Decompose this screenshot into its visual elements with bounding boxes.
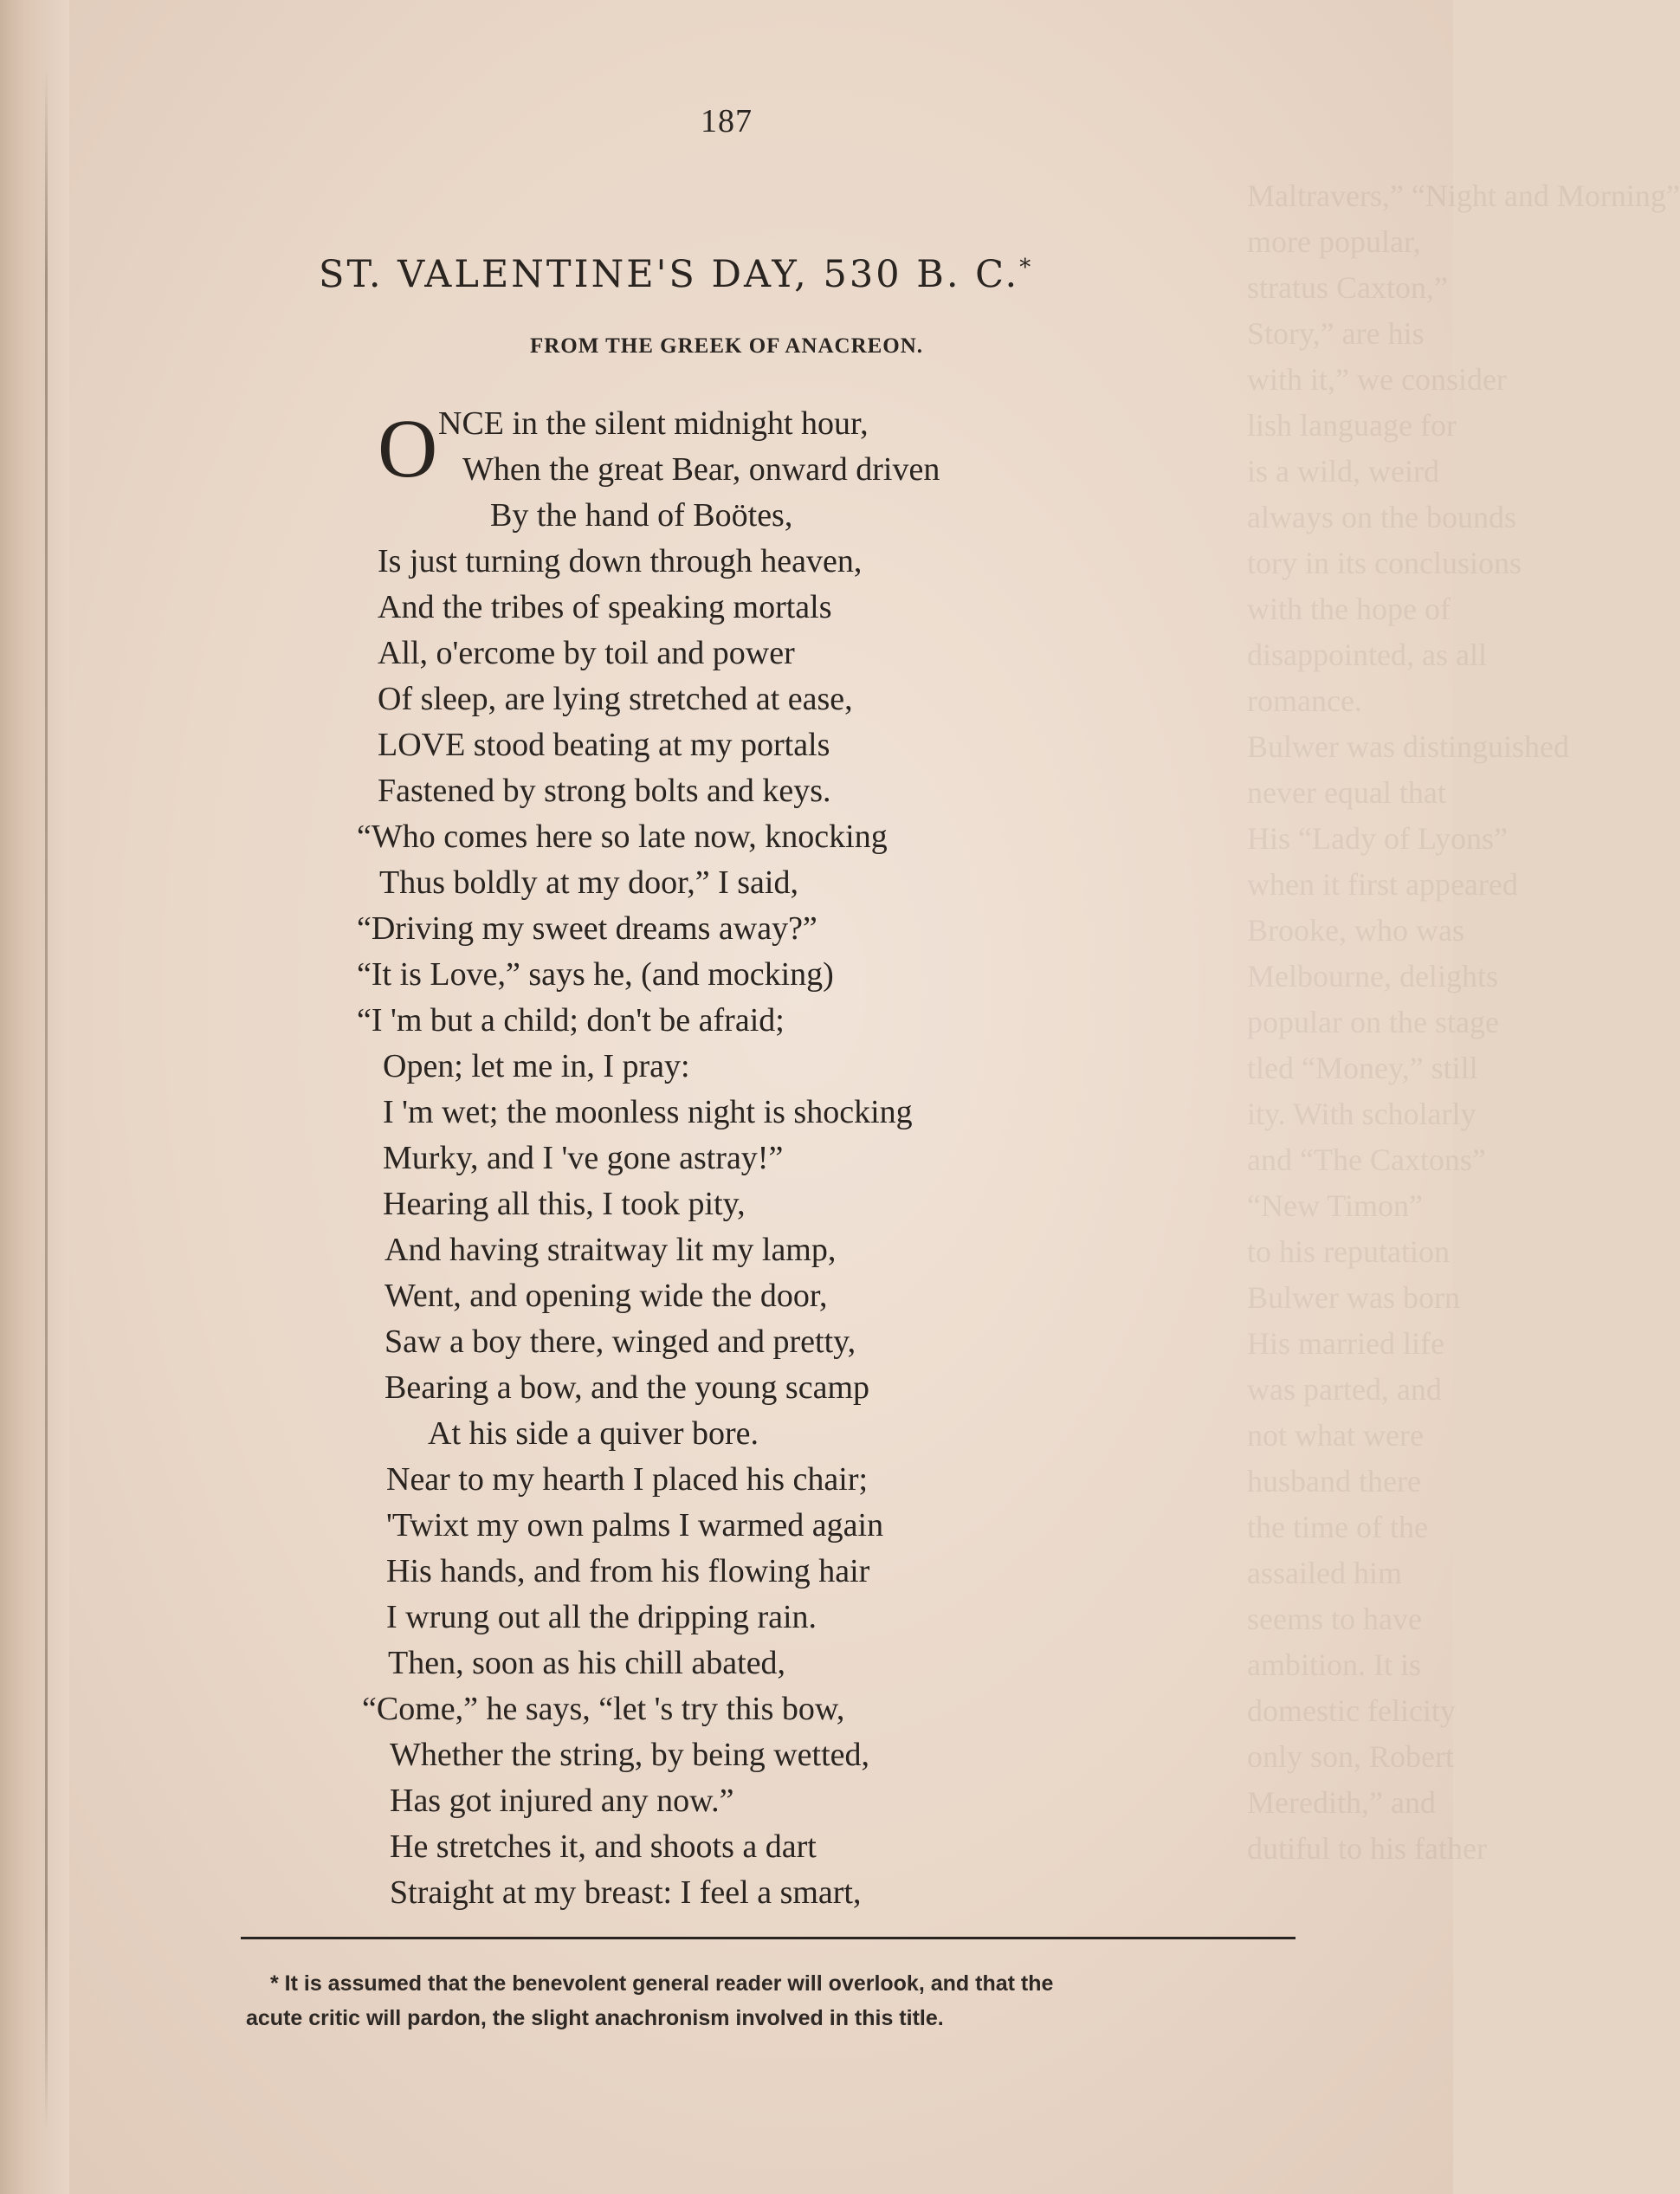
poem-line: Murky, and I 've gone astray!” xyxy=(383,1140,784,1176)
poem-line: 'Twixt my own palms I warmed again xyxy=(386,1507,884,1544)
footnote xyxy=(246,1966,1311,2035)
poem-line: Saw a boy there, winged and pretty, xyxy=(384,1324,856,1360)
poem-line: Open; let me in, I pray: xyxy=(383,1048,690,1084)
poem-line: “Who comes here so late now, knocking xyxy=(357,819,888,855)
footnote-line: * It is assumed that the benevolent general reader will overlook, and that the xyxy=(270,1971,1054,1996)
footnote-divider xyxy=(241,1937,1296,1939)
poem-line: “Driving my sweet dreams away?” xyxy=(357,910,817,947)
bleed-through-text: Maltravers,” “Night and Morning” more popular, stratus Caxton,” Story,” are his with it,” we consider lish language for is a wild, weird always on the bounds tory in its conclusions with the hope of disappointed, as all romance. Bulwer was distinguished never equal that His “Lady of Lyons” when it first appeared Brooke, who was Melbourne, delights popular on the stage tled “Money,” still ity. With scholarly and “The Caxtons” “New Timon” to his reputation Bulwer was born His married life was parted, and not what were husband there the time of the assailed him seems to have ambition. It is domestic felicity only son, Robert Meredith,” and dutiful to his father xyxy=(1247,178,1680,1866)
poem-line: By the hand of Boötes, xyxy=(490,497,793,534)
poem-line: I wrung out all the dripping rain. xyxy=(386,1599,817,1635)
poem-line: Fastened by strong bolts and keys. xyxy=(378,773,831,809)
poem-line: “I 'm but a child; don't be afraid; xyxy=(357,1002,785,1039)
footnote-line: acute critic will pardon, the slight anachronism involved in this title. xyxy=(246,2006,944,2030)
page-number: 187 xyxy=(701,103,753,139)
drop-cap: O xyxy=(378,402,438,495)
poem-line: I 'm wet; the moonless night is shocking xyxy=(383,1094,913,1130)
poem-title-text: ST. VALENTINE'S DAY, 530 B. C. xyxy=(319,253,1020,296)
poem-line: At his side a quiver bore. xyxy=(428,1415,759,1452)
poem-line: Near to my hearth I placed his chair; xyxy=(386,1461,869,1498)
poem-line: And the tribes of speaking mortals xyxy=(378,589,832,625)
poem-line: “Come,” he says, “let 's try this bow, xyxy=(362,1691,845,1727)
poem-line: “It is Love,” says he, (and mocking) xyxy=(357,956,834,993)
poem-line: LOVE stood beating at my portals xyxy=(378,727,830,763)
poem-line: He stretches it, and shoots a dart xyxy=(390,1828,817,1865)
poem-subtitle: FROM THE GREEK OF ANACREON. xyxy=(529,334,924,358)
poem-line: NCE in the silent midnight hour, xyxy=(438,405,869,442)
poem-line: When the great Bear, onward driven xyxy=(462,451,940,488)
poem-line: Hearing all this, I took pity, xyxy=(383,1186,746,1222)
poem-line: His hands, and from his flowing hair xyxy=(386,1553,870,1589)
poem-line: Is just turning down through heaven, xyxy=(378,543,863,579)
poem-line: Of sleep, are lying stretched at ease, xyxy=(378,681,853,717)
poem-line: All, o'ercome by toil and power xyxy=(378,635,795,671)
poem-line: Straight at my breast: I feel a smart, xyxy=(390,1874,862,1911)
title-footnote-marker: * xyxy=(1019,255,1034,281)
poem-line: Has got injured any now.” xyxy=(390,1783,734,1819)
poem-line: Then, soon as his chill abated, xyxy=(388,1645,786,1681)
poem-line: Whether the string, by being wetted, xyxy=(390,1737,870,1773)
poem-line: Bearing a bow, and the young scamp xyxy=(384,1369,869,1406)
poem-line: Went, and opening wide the door, xyxy=(384,1278,828,1314)
poem-line: And having straitway lit my lamp, xyxy=(384,1232,837,1268)
poem-line: Thus boldly at my door,” I said, xyxy=(379,864,798,901)
